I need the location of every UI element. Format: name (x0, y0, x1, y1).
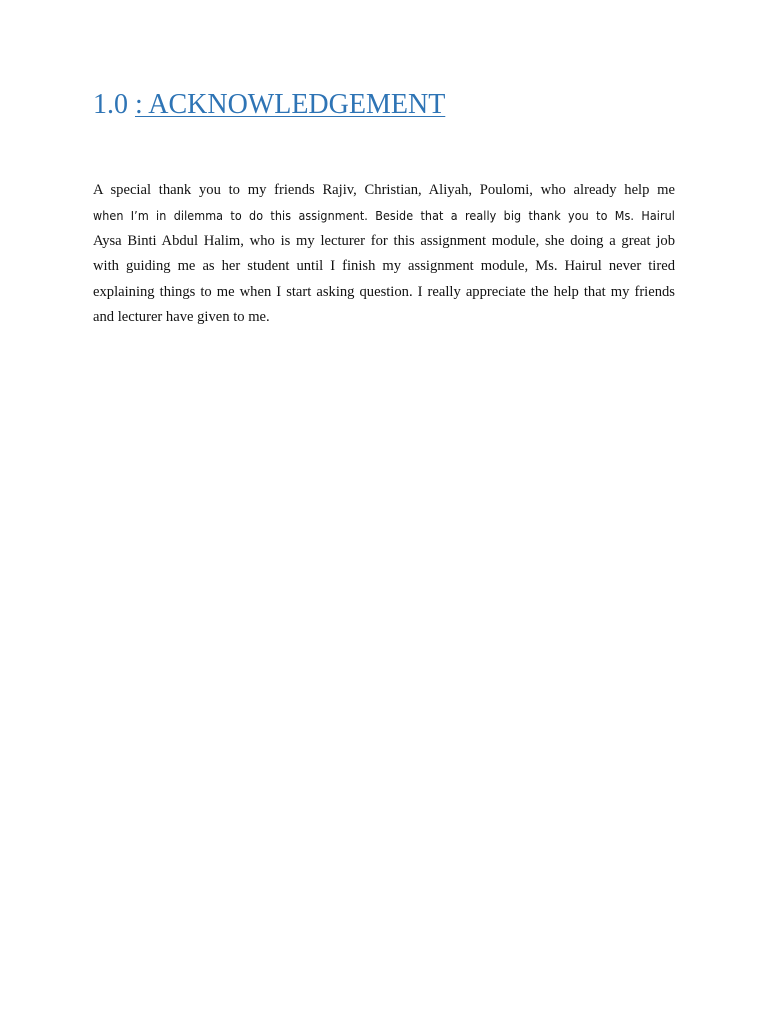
paragraph-line: and lecturer have given to me. (93, 308, 270, 325)
paragraph-line: with guiding me as her student until I finish my assignment module, Ms. Hairul never tired (93, 258, 675, 275)
paragraph-line: when I’m in dilemma to do this assignment. Beside that a really big thank you to Ms. Hairul (93, 208, 675, 224)
section-heading (93, 86, 445, 124)
section-title: : ACKNOWLEDGEMENT (135, 89, 446, 120)
paragraph-line: explaining things to me when I start asking question. I really appreciate the help that my friends (93, 283, 675, 300)
paragraph-line: A special thank you to my friends Rajiv, Christian, Aliyah, Poulomi, who already help me (93, 182, 675, 198)
acknowledgement-paragraph (93, 178, 675, 330)
paragraph-line: Aysa Binti Abdul Halim, who is my lecturer for this assignment module, she doing a great job (93, 232, 675, 249)
section-number: 1.0 (93, 89, 128, 120)
